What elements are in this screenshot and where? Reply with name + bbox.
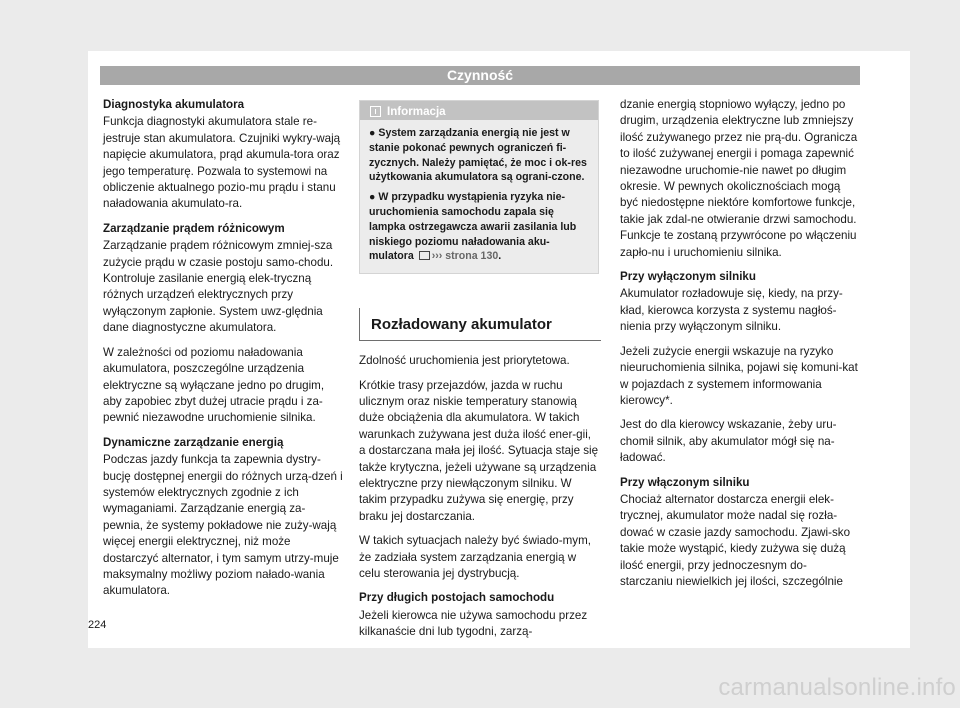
bullet-icon: ● (369, 191, 376, 204)
column-right (620, 97, 858, 598)
header-bar (100, 66, 860, 85)
info-box-title: Informacja (387, 105, 446, 118)
paragraph: Zdolność uruchomienia jest priorytetowa. (359, 354, 570, 368)
paragraph: dzanie energią stopniowo wyłączy, jedno po drugim, urządzenia elektryczne lub zmniejszy ilość zużywanego przez nie prą-du. Ogranicza to ilość zużywanej energii i pomaga zapewnić niezawodne uruchomie-nie nawet po długim okresie. W pewnych okolicznościach mogą być niedostępne niektóre komfortowe funkcje, takie jak zdal-ne otwieranie drzwi samochodu. Funkcje te zostaną przywrócone po włączeniu zapło-nu i uruchomieniu silnika. (620, 98, 858, 259)
paragraph: Chociaż alternator dostarcza energii elek-trycznej, akumulator może nadal się rozła-dować w czasie jazdy samochodu. Zjawi-sko takie może wystąpić, kiedy zużywa się dużą ilość energii, przy jednoczesnym do-starczaniu niewielkich jej ilości, szczególnie (620, 492, 851, 588)
section-title: Rozładowany akumulator (359, 308, 601, 341)
paragraph: Zarządzanie prądem różnicowym zmniej-sza zużycie prądu w czasie postoju samo-chodu. Kontroluje zasilanie energią elek-tryczną różnych urządzeń elektrycznych przy wyłączonym zapłonie. System uwz-ględnia dane diagnostyczne akumulatora. (103, 239, 334, 335)
paragraph: Podczas jazdy funkcja ta zapewnia dystry-bucję dostępnej energii do różnych urzą-dzeń i systemów elektrycznych zgodnie z ich wymaganiami. Zarządzanie energią za-pewnia, że systemy pokładowe nie zuży-wają więcej energii elektrycznej, niż może dostarczyć alternator, i tym samym utrzy-muje maksymalny możliwy poziom nałado-wania akumulatora. (103, 453, 343, 598)
info-item: ● System zarządzania energią nie jest w stanie pokonać pewnych ograniczeń fi-zycznych. Należy pamiętać, że moc i ok-res użytkowania akumulatora są ograni-czone. (369, 127, 587, 184)
column-left (103, 97, 343, 608)
bullet-icon: ● (369, 127, 376, 139)
heading-dynamic-energy: Dynamiczne zarządzanie energią (103, 435, 284, 449)
info-box-header (360, 101, 598, 120)
heading-engine-on: Przy włączonym silniku (620, 475, 750, 489)
paragraph: W takich sytuacjach należy być świado-mym, że zadziała system zarządzania energią w celu sterowania jej dystrybucją. (359, 534, 591, 581)
heading-engine-off: Przy wyłączonym silniku (620, 270, 756, 284)
watermark: carmanualsonline.info (718, 674, 956, 701)
heading-long-parking: Przy długich postojach samochodu (359, 591, 555, 605)
page-number: 224 (88, 619, 107, 631)
paragraph: W zależności od poziomu naładowania akumulatora, poszczególne urządzenia elektryczne są wyłączane jedno po drugim, aby zapobiec zbyt dużej utracie prądu i za-pewnić niezawodne uruchomienie silnika. (103, 345, 325, 425)
page-title: Czynność (446, 67, 514, 83)
page-reference-link[interactable]: ››› strona 130 (431, 250, 499, 263)
info-box (359, 100, 599, 274)
book-icon (419, 251, 430, 260)
paragraph: Funkcja diagnostyki akumulatora stale re-jestruje stan akumulatora. Czujniki wykry-wają napięcie akumulatora, prąd akumula-tora oraz jego temperaturę. Pozwala to systemowi na obliczenie aktualnego pozio-mu prądu i stanu naładowania akumulato-ra. (103, 115, 341, 211)
paragraph: Akumulator rozładowuje się, kiedy, na przy-kład, kierowca korzysta z systemu nagłoś-nienia przy wyłączonym silniku. (620, 287, 843, 334)
heading-battery-diagnostics: Diagnostyka akumulatora (103, 98, 245, 111)
paragraph: Jest do dla kierowcy wskazanie, żeby uru-chomił silnik, aby akumulator mógł się na-ładować. (620, 418, 837, 465)
column-middle (359, 100, 599, 649)
paragraph: Jeżeli zużycie energii wskazuje na ryzyko nieuruchomienia silnika, pojawi się komuni-kat w pojazdach z systemem informowania kierowcy*. (620, 344, 858, 407)
paragraph: Jeżeli kierowca nie używa samochodu przez kilkanaście dni lub tygodni, zarzą- (359, 608, 588, 639)
paragraph: Krótkie trasy przejazdów, jazda w ruchu ulicznym oraz niskie temperatury stanowią duże obciążenia dla akumulatora. W takich warunkach zużywana jest duża ilość ener-gii, a dostarczana mała jej ilość. Sytuacja staje się także krytyczna, jeżeli używane są urządzenia elektryczne przy niewłączonym silniku. W takim przypadku zużywa się energię, przy braku jej dostarczania. (359, 378, 599, 523)
heading-differential-current: Zarządzanie prądem różnicowym (103, 221, 285, 235)
info-icon (370, 106, 381, 117)
info-item: ● W przypadku wystąpienia ryzyka nie-uruchomienia samochodu zapala się lampka ostrzegawcza awarii zasilania lub niskiego poziomu naładowania aku-mulatora ››› strona 130. (369, 191, 577, 263)
info-box-body (360, 120, 598, 273)
